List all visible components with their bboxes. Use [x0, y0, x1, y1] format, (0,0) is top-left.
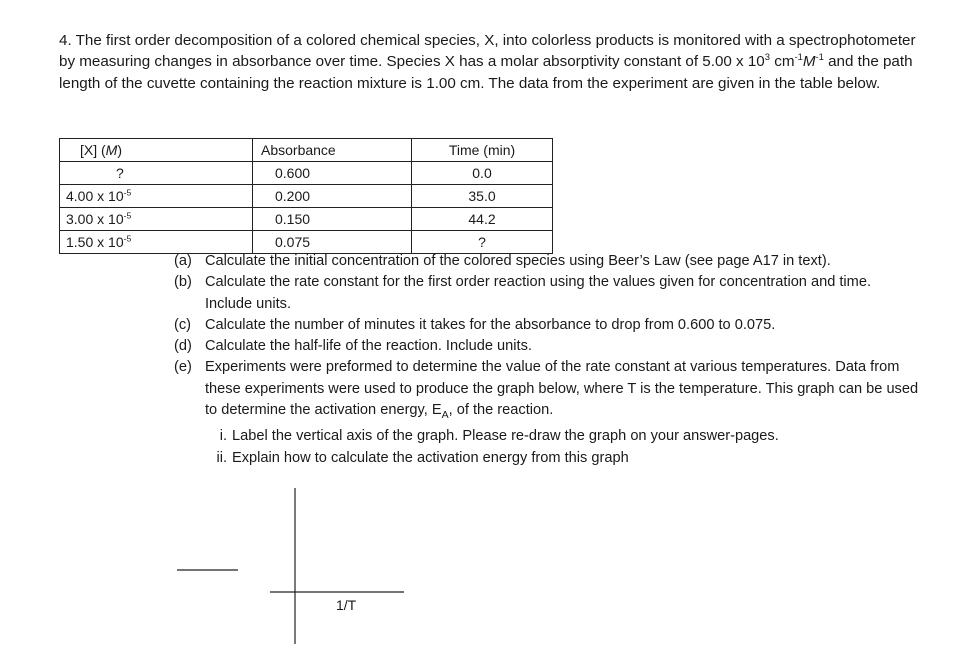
part-d-text: Calculate the half-life of the reaction. Include units. [205, 338, 532, 355]
cell-concentration: 3.00 x $10^{-5}$ [60, 208, 253, 231]
cell-absorbance: 0.600 [253, 162, 412, 185]
cell-absorbance: 0.150 [253, 208, 412, 231]
cell-absorbance: 0.200 [253, 185, 412, 208]
sub-item-ii-text: Explain how to calculate the activation energy from this graph [232, 449, 629, 466]
intro-exponent-2: -1 [794, 51, 803, 63]
x-axis-label: 1/T [336, 597, 357, 613]
header-time: Time (min) [412, 139, 553, 162]
intro-text-4: and the path length of the cuvette containing the reaction mixture is 1.00 cm. The data from the experiment are given in the table below. [59, 53, 913, 92]
part-e-label: (e) [174, 359, 192, 376]
part-a-text: Calculate the initial concentration of the colored species using Beer’s Law (see page A17 in text). [205, 253, 831, 269]
cell-time: 35.0 [412, 185, 553, 208]
part-e-text-2: , of the reaction. [448, 402, 554, 419]
intro-text-3: M [802, 53, 816, 71]
cell-concentration: 1.50 x $10^{-5}$ [60, 231, 253, 254]
intro-text-1: The first order decomposition of a colored chemical species, X, into colorless products is monitored with a spectrophotometer by measuring changes in absorbance over time. Species X has a molar absorptivity constant of 5.00 x 10 [59, 32, 916, 71]
part-d-label: (d) [174, 338, 192, 355]
part-e-text-1: Experiments were preformed to determine the value of the rate constant at various temperatures. Data from these experiments were used to produce the graph below, where T is the temperature. This graph can be used to determine the activation energy, E [205, 359, 919, 419]
header-concentration: [X] (M) [60, 139, 253, 162]
intro-exponent-3: -1 [815, 51, 824, 63]
sub-item-ii-label: ii. [216, 449, 227, 466]
part-c-text: Calculate the number of minutes it takes for the absorbance to drop from 0.600 to 0.075. [205, 316, 776, 333]
cell-concentration: ? [60, 162, 253, 185]
header-absorbance: Absorbance [253, 139, 412, 162]
cell-time: 0.0 [412, 162, 553, 185]
intro-exponent-1: 3 [764, 51, 770, 63]
question-number: 4. [59, 32, 72, 49]
cell-time: ? [412, 231, 553, 254]
sub-item-i-label: i. [219, 428, 227, 445]
part-b-label: (b) [174, 274, 192, 291]
part-a-label: (a) [174, 253, 192, 269]
sub-item-i-text: Label the vertical axis of the graph. Please re-draw the graph on your answer-pages. [232, 428, 779, 445]
part-c-label: (c) [174, 316, 192, 333]
intro-text-2: cm [770, 53, 795, 71]
part-b-text: Calculate the rate constant for the first order reaction using the values given for concentration and time. Include units. [205, 274, 872, 312]
cell-absorbance: 0.075 [253, 231, 412, 254]
part-e-subscript: A [441, 408, 449, 421]
cell-concentration: 4.00 x $10^{-5}$ [60, 185, 253, 208]
cell-time: 44.2 [412, 208, 553, 231]
